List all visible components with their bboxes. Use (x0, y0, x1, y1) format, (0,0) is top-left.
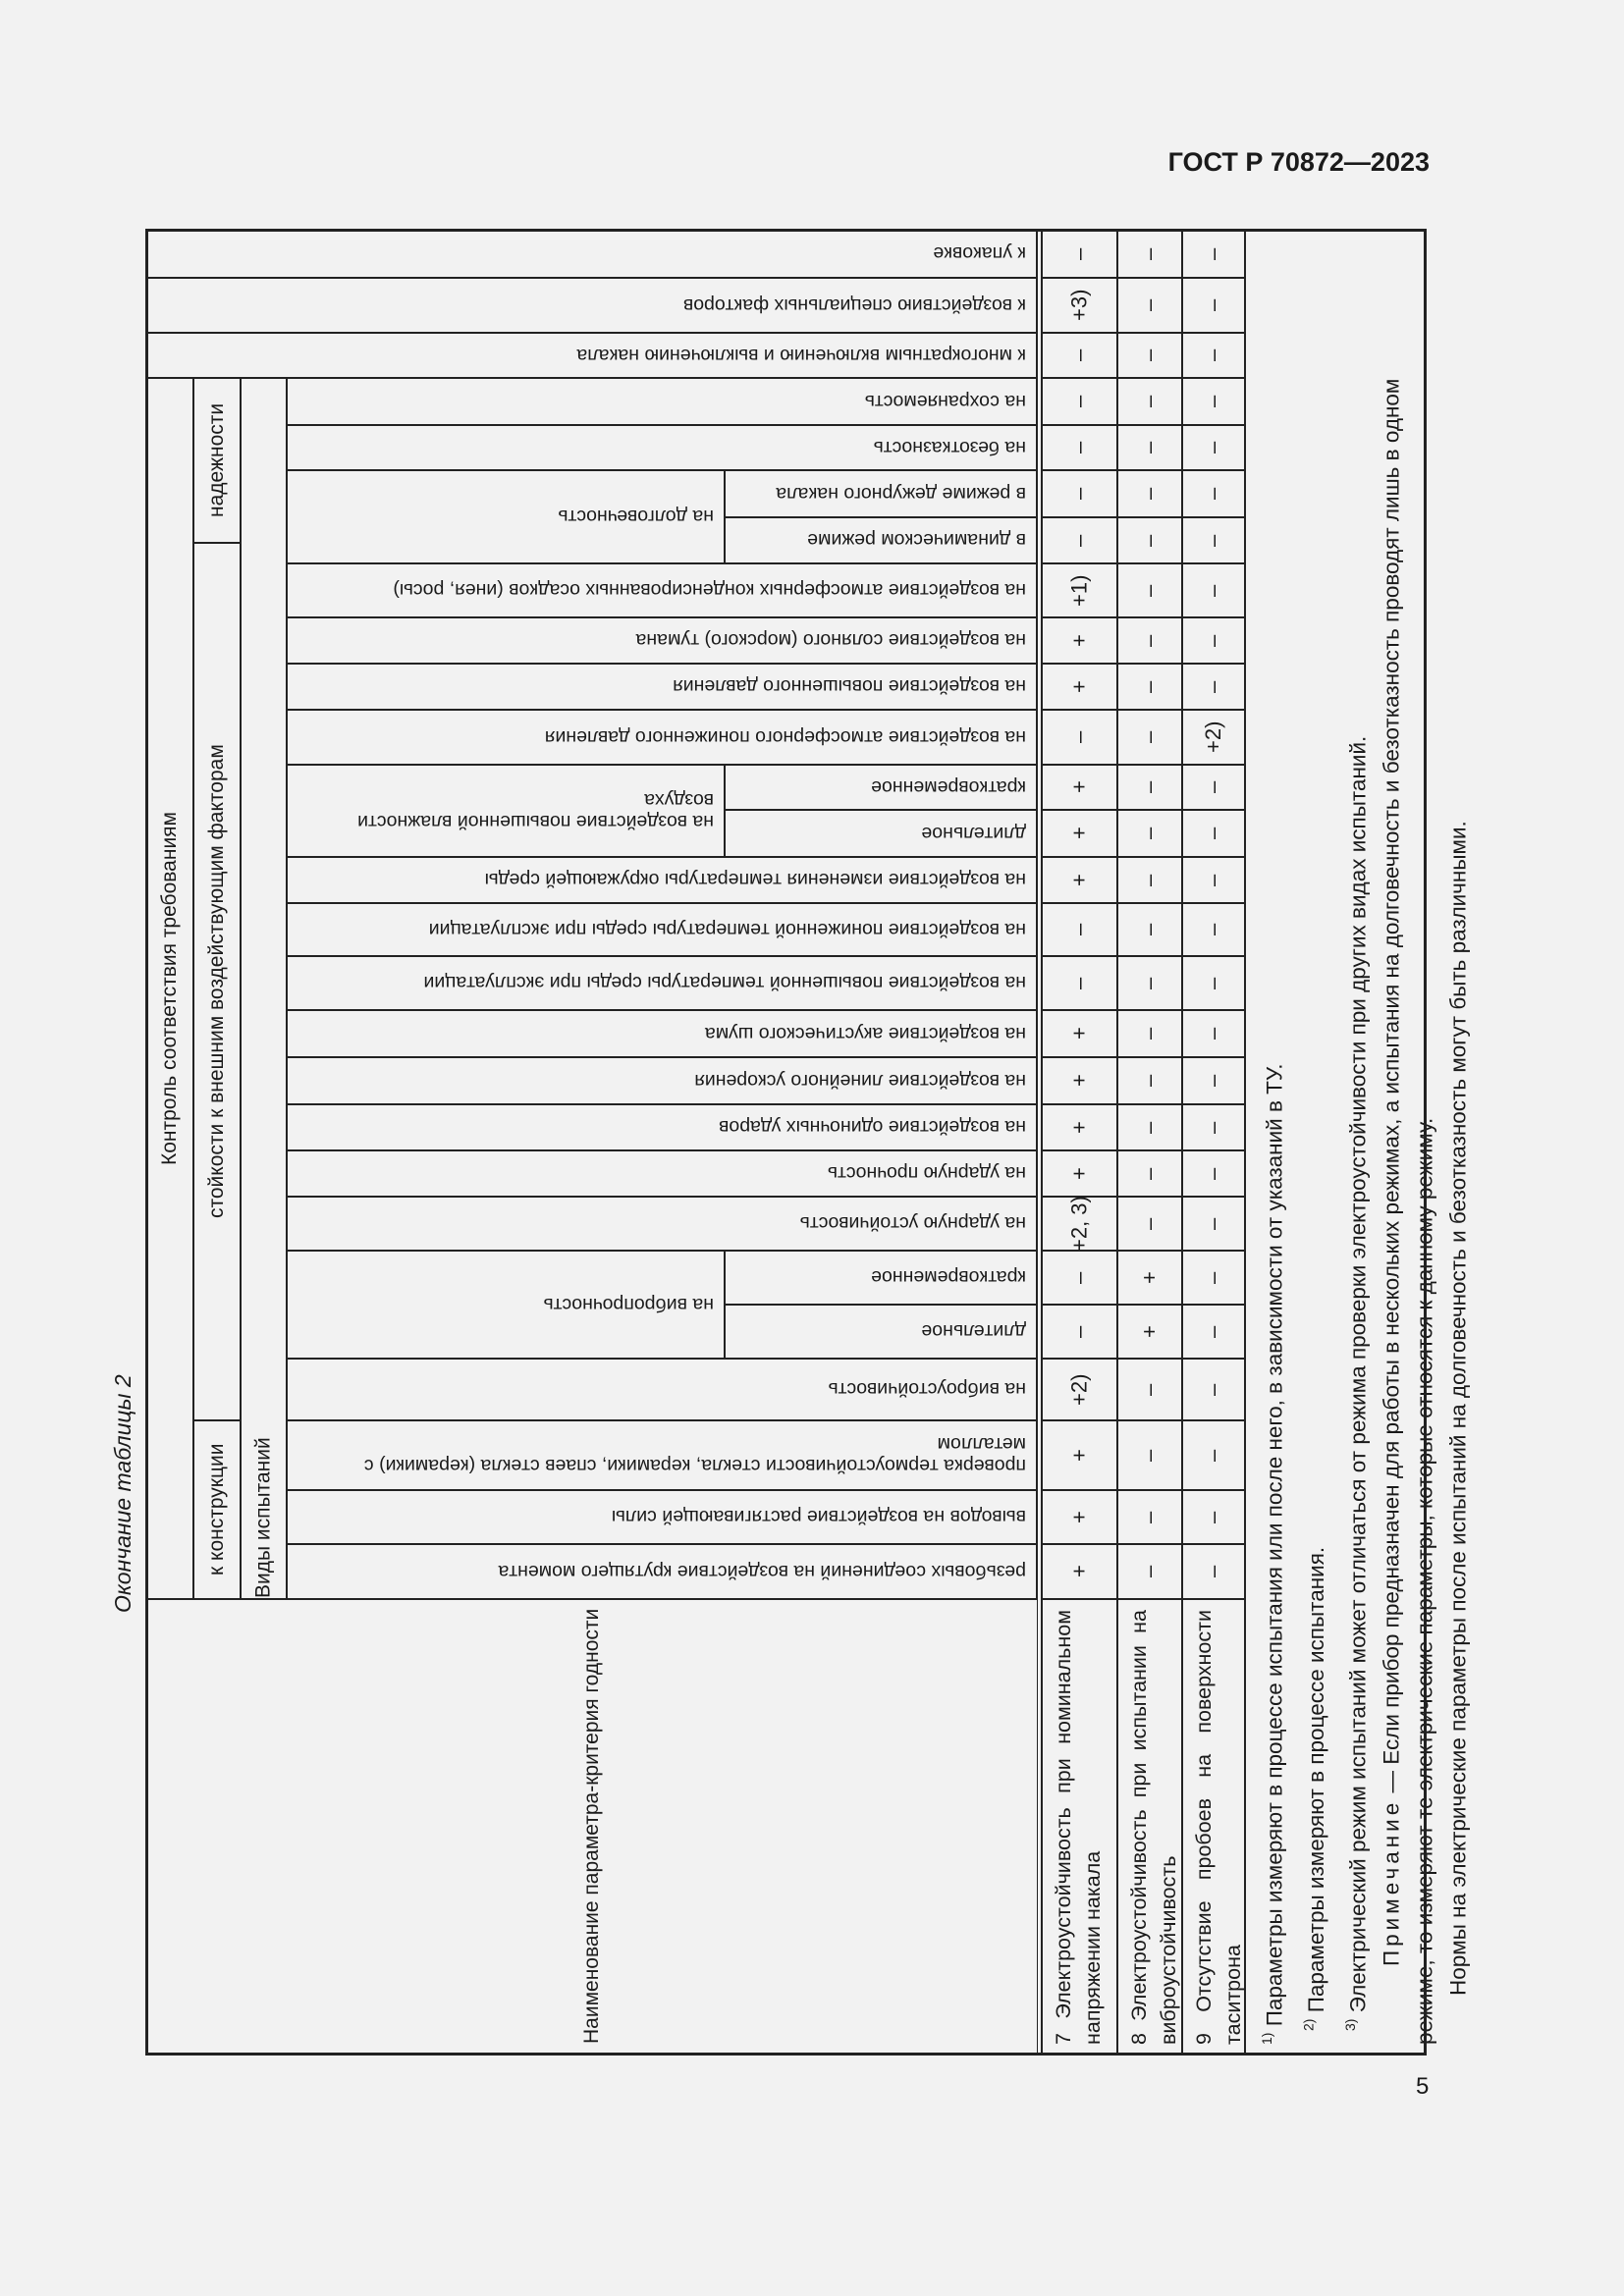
name-header-cell (146, 1599, 1038, 2054)
test-subtype-header: кратковременное (725, 765, 1037, 810)
value-cell (1042, 617, 1117, 664)
value: – (1137, 827, 1162, 840)
subgroup-resistance (193, 543, 241, 1420)
value: – (1066, 395, 1092, 408)
test-type-header: выводов на воздействие растягивающей силы (287, 1490, 1037, 1544)
value: – (1066, 1325, 1092, 1338)
value-cell (1182, 857, 1245, 903)
value: – (1201, 441, 1225, 454)
value-cell (1117, 1359, 1182, 1420)
value: – (1201, 874, 1225, 886)
test-type-header: на виброустойчивость (287, 1359, 1037, 1420)
value-cell (1042, 664, 1117, 710)
value-cell (1117, 710, 1182, 765)
value: – (1201, 1565, 1225, 1578)
value: + (1066, 1167, 1092, 1180)
value: – (1137, 977, 1162, 989)
value-cell (1042, 1150, 1117, 1197)
row-label-8: 8 Электроустойчивость при испытании на виброустойчивость (1117, 1599, 1182, 2054)
test-type-header: на воздействие линейного ускорения (287, 1057, 1037, 1104)
test-type-header: на ударную устойчивость (287, 1197, 1037, 1251)
value-cell (1042, 563, 1117, 617)
test-group-header: на долговечность (287, 470, 725, 563)
test-type-header: на воздействие атмосферных конденсированных осадков (инея, росы) (287, 563, 1037, 617)
value: – (1066, 247, 1092, 260)
value: – (1137, 923, 1162, 936)
note-line-1 (1376, 239, 1409, 2045)
subgroup-construction (193, 1420, 241, 1599)
value: + (1066, 1074, 1092, 1088)
test-type-header: на воздействие соляного (морского) тумана (287, 617, 1037, 664)
value: +1) (1066, 574, 1092, 607)
value-cell (1042, 1305, 1117, 1359)
value: – (1201, 634, 1225, 647)
test-type-header: на безотказность (287, 425, 1037, 470)
value-cell (1182, 563, 1245, 617)
note-label: Примечание (1379, 1798, 1404, 1966)
test-type-header: к воздействию специальных факторов (146, 278, 1037, 333)
value: – (1066, 923, 1092, 936)
value: – (1201, 780, 1225, 794)
value: – (1201, 923, 1225, 936)
test-group-header: на вибропрочность (287, 1251, 725, 1359)
value-cell (1042, 956, 1117, 1010)
value: + (1066, 827, 1092, 840)
value-cell (1042, 1057, 1117, 1104)
test-types-header-cell (241, 378, 287, 1599)
value-cell (1117, 1420, 1182, 1490)
value-cell (1182, 1010, 1245, 1057)
value-cell (1117, 1305, 1182, 1359)
value-cell (1117, 563, 1182, 617)
test-type-header: на воздействие акустического шума (287, 1010, 1037, 1057)
value-cell (1042, 765, 1117, 810)
table-notes (1245, 230, 1471, 2054)
value: – (1201, 1167, 1225, 1180)
value-cell (1182, 1305, 1245, 1359)
value-cell (1117, 1010, 1182, 1057)
value: – (1201, 1027, 1225, 1041)
footnote-mark: 3) (1342, 2018, 1358, 2031)
test-type-header: к многократным включению и выключению накала (146, 333, 1037, 378)
value: + (1066, 1121, 1092, 1134)
note-line-2: режиме, то измеряют те электрические параметры, которые относятся к данному режиму. (1412, 1117, 1437, 2045)
value: + (1137, 1325, 1162, 1338)
value: – (1137, 247, 1162, 260)
value-cell (1182, 710, 1245, 765)
value: – (1066, 487, 1092, 501)
test-subtype-header: в динамическом режиме (725, 517, 1037, 563)
value-cell (1182, 664, 1245, 710)
value: + (1066, 874, 1092, 886)
value-cell (1182, 1197, 1245, 1251)
value-cell (1182, 903, 1245, 956)
test-subtype-header: в режиме дежурного накала (725, 470, 1037, 517)
footnote-text: Параметры измеряют в процессе испытания. (1304, 1546, 1328, 2013)
subgroup-label: стойкости к внешним воздействующим факторам (205, 744, 228, 1219)
test-subtype-header: длительное (725, 810, 1037, 857)
value-cell (1182, 517, 1245, 563)
value-cell (1182, 470, 1245, 517)
document-code: ГОСТ Р 70872—2023 (1167, 147, 1430, 177)
test-types-header: Виды испытаний (251, 1437, 275, 1598)
value-cell (1042, 1197, 1117, 1251)
value-cell (1042, 517, 1117, 563)
value: – (1137, 395, 1162, 408)
test-type-header: проверка термоустойчивости стекла, керамики, спаев стекла (керамики) с металлом (287, 1420, 1037, 1490)
value: – (1137, 1449, 1162, 1462)
value: – (1201, 584, 1225, 597)
footnote-3 (1333, 239, 1376, 2045)
value: – (1137, 534, 1162, 547)
value: – (1137, 730, 1162, 744)
test-type-header: на воздействие изменения температуры окружающей среды (287, 857, 1037, 903)
value: – (1066, 348, 1092, 362)
value: – (1137, 1565, 1162, 1578)
value-cell (1117, 517, 1182, 563)
value: – (1137, 298, 1162, 312)
value: + (1137, 1271, 1162, 1284)
value: – (1066, 1271, 1092, 1284)
value: + (1066, 1565, 1092, 1578)
value-cell (1117, 1251, 1182, 1305)
value-cell (1042, 1010, 1117, 1057)
value-cell (1182, 333, 1245, 378)
value-cell (1117, 378, 1182, 425)
value-cell (1117, 278, 1182, 333)
value-cell (1042, 1490, 1117, 1544)
value-cell (1182, 1150, 1245, 1197)
value-cell (1117, 1150, 1182, 1197)
footnote-2 (1292, 239, 1334, 2045)
value-cell (1042, 810, 1117, 857)
value: – (1137, 1121, 1162, 1134)
value-cell (1117, 1490, 1182, 1544)
value: – (1201, 247, 1225, 260)
value-cell (1117, 425, 1182, 470)
group-header: Контроль соответствия требованиям (158, 812, 181, 1165)
value: – (1137, 680, 1162, 693)
test-type-header: на воздействие атмосферного пониженного давления (287, 710, 1037, 765)
value: – (1137, 1511, 1162, 1523)
value-cell (1182, 765, 1245, 810)
test-type-header: на воздействие повышенной температуры среды при эксплуатации (287, 956, 1037, 1010)
footnote-mark: 1) (1259, 2032, 1274, 2045)
value: + (1066, 634, 1092, 647)
subgroup-label: к конструкции (205, 1443, 228, 1576)
table-caption: Окончание таблицы 2 (110, 1374, 135, 1613)
value-cell (1117, 956, 1182, 1010)
value: – (1201, 298, 1225, 312)
value-cell (1042, 425, 1117, 470)
value: + (1066, 780, 1092, 794)
value-cell (1117, 857, 1182, 903)
value-cell (1117, 810, 1182, 857)
value: – (1137, 1383, 1162, 1396)
value: – (1201, 977, 1225, 989)
value-cell (1182, 1359, 1245, 1420)
value-cell (1182, 956, 1245, 1010)
value: – (1201, 487, 1225, 501)
value-cell (1117, 903, 1182, 956)
note-text: — Если прибор предназначен для работы в нескольких режимах, а испытания на долговечность и безотказность проводят лишь в одном (1379, 378, 1404, 1793)
value-cell (1182, 378, 1245, 425)
note-line-3: Нормы на электрические параметры после испытаний на долговечность и безотказность могут быть различными. (1445, 821, 1471, 1996)
value: – (1201, 348, 1225, 362)
value: + (1066, 1449, 1092, 1462)
footnote-text: Электрический режим испытаний может отличаться от режима проверки электроустойчивости при других видах испытаний. (1345, 735, 1371, 2013)
value: – (1066, 730, 1092, 744)
value: +3) (1066, 289, 1092, 322)
value-cell (1042, 710, 1117, 765)
test-type-header: к упаковке (146, 230, 1037, 278)
test-type-header: на воздействие повышенного давления (287, 664, 1037, 710)
value: + (1066, 1511, 1092, 1523)
value-cell (1042, 1251, 1117, 1305)
value-cell (1117, 1544, 1182, 1599)
test-type-header: на сохраняемость (287, 378, 1037, 425)
value-cell (1117, 1104, 1182, 1150)
test-type-header: на воздействие одиночных ударов (287, 1104, 1037, 1150)
value: – (1066, 977, 1092, 989)
value: – (1201, 1325, 1225, 1338)
value-cell (1042, 230, 1117, 278)
test-subtype-header: длительное (725, 1305, 1037, 1359)
test-type-header: на ударную прочность (287, 1150, 1037, 1197)
value-cell (1117, 1057, 1182, 1104)
value: – (1137, 441, 1162, 454)
value: +2) (1201, 721, 1225, 754)
value-cell (1042, 1104, 1117, 1150)
subgroup-reliability (193, 378, 241, 543)
value-cell (1117, 333, 1182, 378)
value: – (1201, 534, 1225, 547)
value: – (1201, 1511, 1225, 1523)
value: – (1201, 1121, 1225, 1134)
test-subtype-header: кратковременное (725, 1251, 1037, 1305)
footnote-1 (1250, 239, 1292, 2045)
test-type-header: на воздействие пониженной температуры среды при эксплуатации (287, 903, 1037, 956)
value-cell (1182, 1057, 1245, 1104)
value: – (1201, 680, 1225, 693)
footnote-text: Параметры измеряют в процессе испытания или после него, в зависимости от указаний в ТУ. (1262, 1063, 1287, 2027)
value-cell (1182, 1544, 1245, 1599)
value-cell (1042, 378, 1117, 425)
value: +2) (1066, 1373, 1092, 1406)
value-cell (1042, 1544, 1117, 1599)
value-cell (1182, 1104, 1245, 1150)
value: – (1137, 348, 1162, 362)
value: + (1066, 1027, 1092, 1041)
value: – (1201, 1449, 1225, 1462)
value: – (1201, 1074, 1225, 1088)
value-cell (1042, 470, 1117, 517)
value: – (1201, 1217, 1225, 1230)
value-cell (1042, 857, 1117, 903)
value: – (1201, 1271, 1225, 1284)
page-number: 5 (1416, 2073, 1430, 2100)
footnote-mark: 2) (1300, 2018, 1317, 2031)
value-cell (1182, 617, 1245, 664)
value-cell (1042, 333, 1117, 378)
value: – (1137, 634, 1162, 647)
value-cell (1182, 425, 1245, 470)
row-label-9: 9 Отсутствие пробоев на поверхности таситрона (1182, 1599, 1245, 2054)
test-type-header: резьбовых соединений на воздействие крутящего момента (287, 1544, 1037, 1599)
value-cell (1182, 1251, 1245, 1305)
value-cell (1042, 1359, 1117, 1420)
value-cell (1117, 664, 1182, 710)
value-cell (1182, 1490, 1245, 1544)
value-cell (1042, 278, 1117, 333)
name-header: Наименование параметра-критерия годности (580, 1608, 603, 2045)
value: – (1137, 584, 1162, 597)
row-label-7: 7 Электроустойчивость при номинальном напряжении накала (1042, 1599, 1117, 2054)
value: – (1137, 1217, 1162, 1230)
test-group-header: на воздействие повышенной влажности воздуха (287, 765, 725, 857)
value-cell (1182, 1420, 1245, 1490)
value-cell (1117, 470, 1182, 517)
subgroup-label: надежности (205, 402, 228, 518)
value: – (1066, 441, 1092, 454)
value: – (1137, 1167, 1162, 1180)
value: – (1137, 874, 1162, 886)
value: +2, 3) (1066, 1196, 1092, 1252)
value: – (1201, 827, 1225, 840)
value: – (1066, 534, 1092, 547)
value: – (1201, 395, 1225, 408)
value-cell (1182, 278, 1245, 333)
value: + (1066, 680, 1092, 693)
value: – (1201, 1383, 1225, 1396)
value-cell (1117, 765, 1182, 810)
value: – (1137, 780, 1162, 794)
value-cell (1042, 1420, 1117, 1490)
value-cell (1182, 810, 1245, 857)
group-header-cell (146, 378, 193, 1599)
value-cell (1182, 230, 1245, 278)
value-cell (1117, 230, 1182, 278)
value: – (1137, 1074, 1162, 1088)
value-cell (1042, 903, 1117, 956)
value: – (1137, 487, 1162, 501)
value-cell (1117, 617, 1182, 664)
value: – (1137, 1027, 1162, 1041)
value-cell (1117, 1197, 1182, 1251)
